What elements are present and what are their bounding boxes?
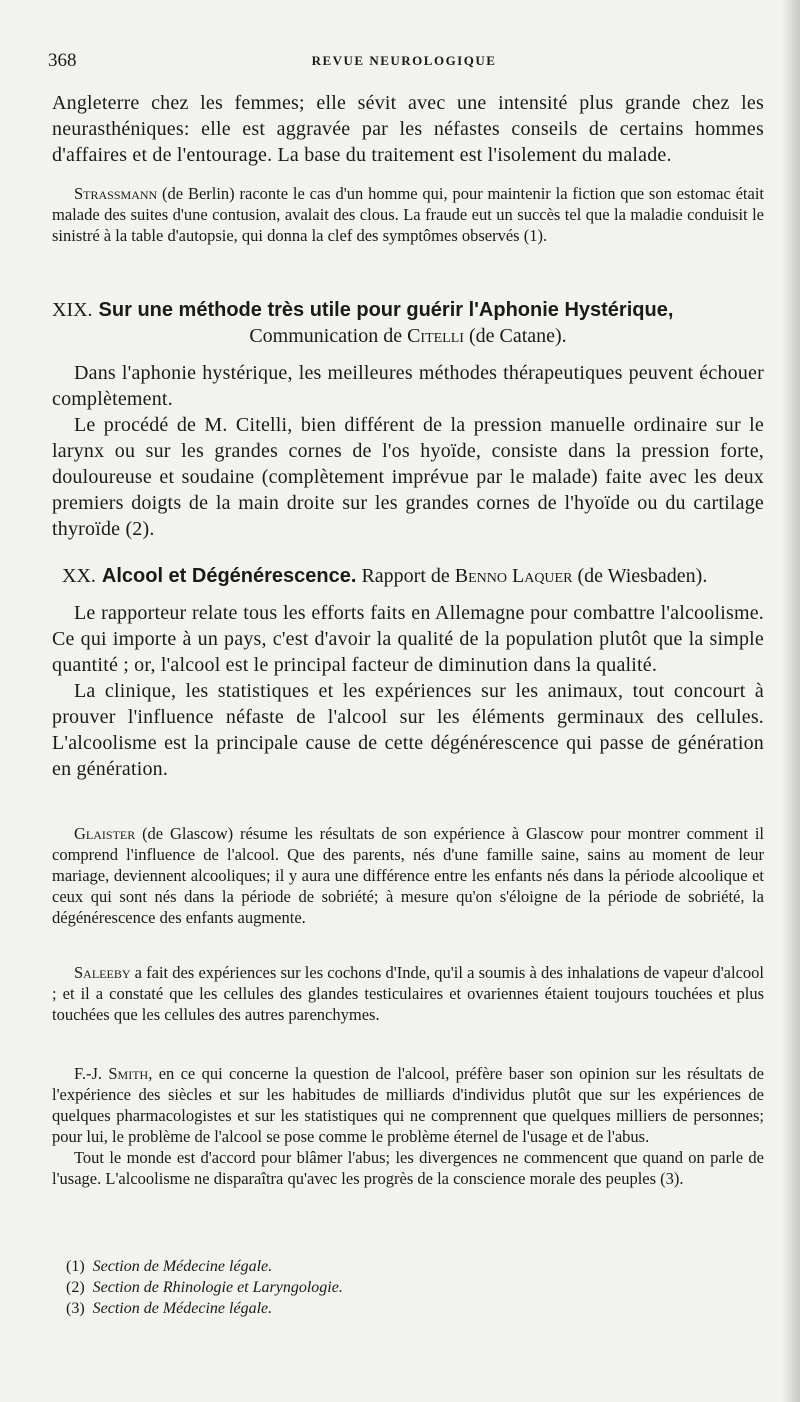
section-xx-body xyxy=(52,600,764,782)
section-xix-body xyxy=(52,360,764,542)
section-xix-subtitle-prefix: Communication de xyxy=(249,325,408,347)
page-number: 368 xyxy=(48,50,77,71)
smith-initials: F.-J. xyxy=(74,1064,109,1083)
section-xix-paragraph-1: Dans l'aphonie hystérique, les meilleures méthodes thérapeutiques peuvent échouer complètement. xyxy=(52,362,764,410)
author-glaister: Glaister xyxy=(74,824,136,843)
footnote-2 xyxy=(52,1277,764,1298)
section-xix-heading xyxy=(52,297,764,349)
footnote-1 xyxy=(52,1256,764,1277)
glaister-paragraph xyxy=(52,823,764,928)
section-xx-author: Benno Laquer xyxy=(454,565,573,587)
section-xix-number: XIX. xyxy=(52,299,93,321)
footnote-text: Section de Médecine légale. xyxy=(92,1300,273,1317)
intro-paragraph xyxy=(52,90,764,168)
footnotes xyxy=(52,1256,764,1319)
section-xix-author: Citelli xyxy=(407,325,464,347)
section-xx-subtitle-suffix: (de Wiesbaden). xyxy=(572,565,708,587)
author-smith: Smith xyxy=(108,1064,149,1083)
smith-paragraph xyxy=(52,1063,764,1189)
smith-text: , en ce qui concerne la question de l'alcool, préfère baser son opinion sur les résultats de l'expérience des siècles et sur les habitudes de milliards d'individus plutôt que sur les expériences de quelques pharmacologistes et sur les statistiques qui ne comprennent que quelques milliers de personnes; pour lui, le problème de l'alcool se pose comme le problème éternel de l'usage et de l'abus. xyxy=(52,1064,764,1146)
glaister-text: (de Glascow) résume les résultats de son expérience à Glascow pour montrer comment il comprend l'influence de l'alcool. Que des parents, nés d'une famille saine, sains au moment de leur mariage, deviennent alcooliques; il y aura une différence entre les enfants nés dans la période alcoolique et ceux qui sont nés dans la période de sobriété; à mesure qu'on s'éloigne de la période de sobriété, la dégénérescence des enfants augmente. xyxy=(52,824,764,927)
intro-text: Angleterre chez les femmes; elle sévit avec une intensité plus grande chez les neurasthéniques: elle est aggravée par les néfastes conseils de certains hommes d'affaires et de l'entourage. La base du traitement est l'isolement du malade. xyxy=(52,92,764,166)
footnote-mark: (2) xyxy=(66,1279,85,1296)
section-xix-title: Sur une méthode très utile pour guérir l'Aphonie Hystérique, xyxy=(98,299,674,321)
strassmann-paragraph xyxy=(52,183,764,246)
author-strassmann: Strassmann xyxy=(74,184,158,203)
footnote-text: Section de Médecine légale. xyxy=(92,1258,273,1275)
section-xix-subtitle-suffix: (de Catane). xyxy=(463,325,567,347)
section-xx-subtitle-prefix: Rapport de xyxy=(356,565,455,587)
saleeby-paragraph xyxy=(52,962,764,1025)
section-xx-title: Alcool et Dégénérescence. xyxy=(101,565,357,587)
strassmann-text: (de Berlin) raconte le cas d'un homme qui, pour maintenir la fiction que son estomac était malade des suites d'une contusion, avalait des clous. La fraude eut un succès tel que la maladie conduisit le sinistré à la table d'autopsie, qui donna la clef des symptômes observés (1). xyxy=(52,184,764,245)
saleeby-text: a fait des expériences sur les cochons d'Inde, qu'il a soumis à des inhalations de vapeur d'alcool ; et il a constaté que les cellules des glandes testiculaires et ovariennes étaient toujours touchées et plus touchées que les cellules des autres parenchymes. xyxy=(52,963,764,1024)
author-saleeby: Saleeby xyxy=(74,963,131,982)
smith-text-2: Tout le monde est d'accord pour blâmer l'abus; les divergences ne commencent que quand on parle de l'usage. L'alcoolisme ne disparaîtra qu'avec les progrès de la conscience morale des peuples (3). xyxy=(52,1148,764,1188)
footnote-mark: (1) xyxy=(66,1258,85,1275)
footnote-text: Section de Rhinologie et Laryngologie. xyxy=(92,1279,343,1296)
page-edge-shadow xyxy=(782,0,800,1402)
section-xx-paragraph-2: La clinique, les statistiques et les expériences sur les animaux, tout concourt à prouver l'influence néfaste de l'alcool sur les éléments germinaux des cellules. L'alcoolisme est la principale cause de cette dégénérescence qui passe de génération en génération. xyxy=(52,680,764,780)
page-header xyxy=(48,50,760,74)
section-xx-number: XX. xyxy=(62,565,96,587)
footnote-3 xyxy=(52,1298,764,1319)
section-xix-paragraph-2: Le procédé de M. Citelli, bien différent de la pression manuelle ordinaire sur le larynx ou sur les grandes cornes de l'os hyoïde, consiste dans la pression forte, douloureuse et soudaine (complètement imprévue par le malade) faite avec les deux premiers doigts de la main droite sur les grandes cornes de l'hyoïde ou du cartilage thyroïde (2). xyxy=(52,414,764,540)
section-xx-heading xyxy=(52,563,764,589)
footnote-mark: (3) xyxy=(66,1300,85,1317)
running-title: REVUE NEUROLOGIQUE xyxy=(311,53,497,68)
section-xx-paragraph-1: Le rapporteur relate tous les efforts faits en Allemagne pour combattre l'alcoolisme. Ce qui importe à un pays, c'est d'avoir la qualité de la population plutôt que la simple quantité ; or, l'alcool est le principal facteur de diminution dans la qualité. xyxy=(52,602,764,676)
